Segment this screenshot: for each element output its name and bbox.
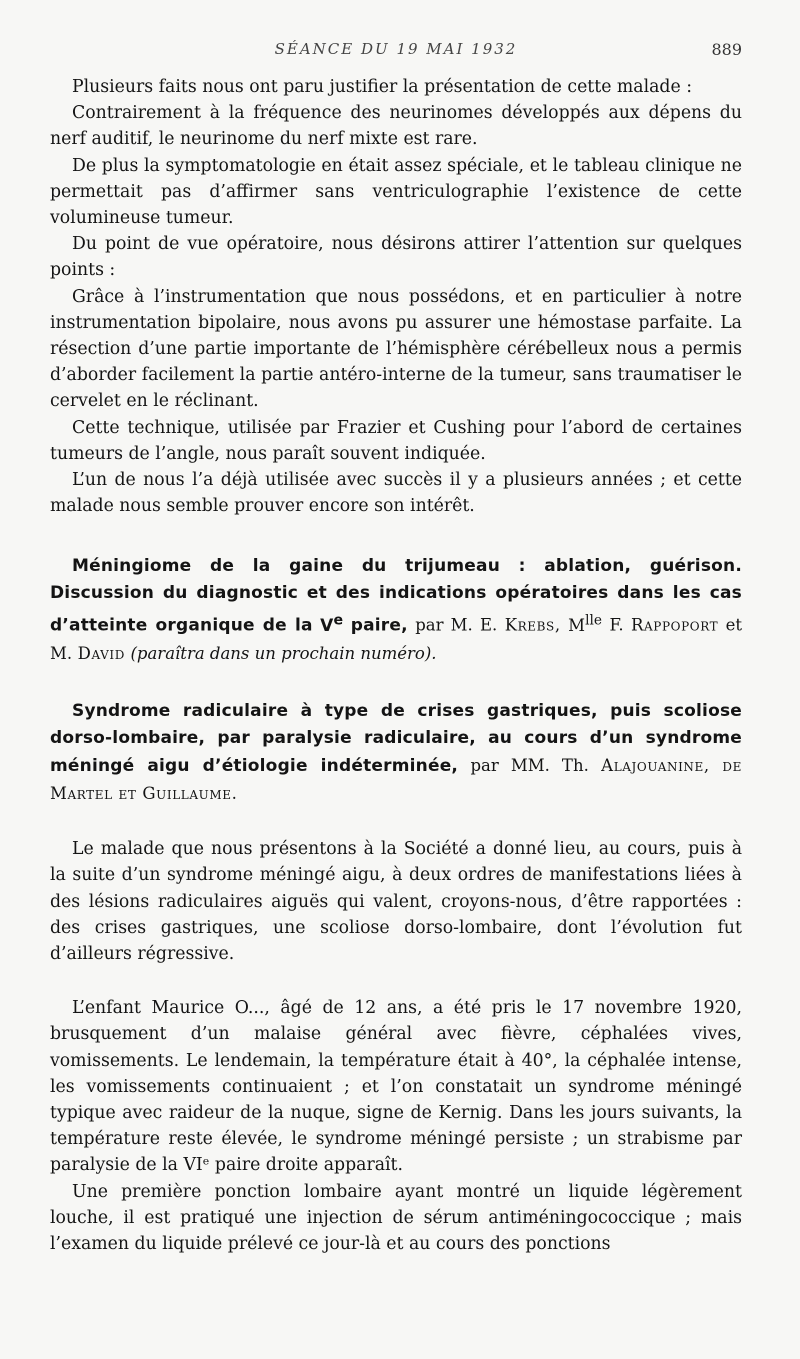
paragraph: Le malade que nous présentons à la Société a donné lieu, au cours, puis à la suite d’un syndrome méningé aigu, à deux ordres de manifestations liées à des lésions radiculaires aiguës qui valent, croyons-nous, d’être rapportées : des crises gastriques, une scoliose dorso-lombaire, dont l’évolution fut d’ailleurs régressive.	[50, 839, 742, 964]
spacer	[50, 519, 742, 553]
page-header	[50, 40, 742, 64]
section-title-text: Syndrome radiculaire à type de crises gastriques, puis scoliose dorso-lombaire, par paralysie radiculaire, au cours d’un syndrome méningé aigu d’étiologie indéterminée,	[50, 701, 742, 777]
section-title-syndrome	[50, 698, 742, 808]
author-name: Krebs,	[504, 616, 561, 636]
author-prefix: par MM. Th.	[470, 756, 589, 776]
section-title-meningiome	[50, 553, 742, 668]
roman-numeral: Ve	[320, 612, 344, 637]
running-head: SÉANCE DU 19 MAI 1932	[274, 40, 518, 58]
paragraph: Plusieurs faits nous ont paru justifier la présentation de cette malade :	[72, 77, 693, 97]
paragraph: Une première ponction lombaire ayant montré un liquide légèrement louche, il est pratiqué une injection de sérum antiméningococcique ; mais l’examen du liquide prélevé ce jour-là et au cours des ponctions	[50, 1181, 742, 1254]
publication-note: (paraîtra dans un prochain numéro).	[130, 644, 437, 664]
author-names: Alajouanine, de Martel et Guillaume.	[50, 756, 742, 804]
author-conjunction: et M.	[50, 616, 743, 664]
spacer	[50, 668, 742, 698]
author-title: $M^{lle}$	[568, 612, 602, 636]
spacer	[50, 808, 742, 836]
paragraph: L’un de nous l’a déjà utilisée avec succès il y a plusieurs années ; et cette malade nous semble prouver encore son intérêt.	[50, 470, 742, 517]
spacer	[50, 967, 742, 995]
author-initial: F.	[609, 616, 624, 636]
paragraph: De plus la symptomatologie en était assez spéciale, et le tableau clinique ne permettait pas d’affirmer sans ventriculographie l’existence de cette volumineuse tumeur.	[50, 155, 742, 229]
paragraph: Cette technique, utilisée par Frazier et Cushing pour l’abord de certaines tumeurs de l’angle, nous paraît souvent indiquée.	[50, 417, 742, 464]
page-body	[50, 74, 742, 1257]
paragraph: Contrairement à la fréquence des neurinomes développés aux dépens du nerf auditif, le neurinome du nerf mixte est rare.	[50, 103, 742, 150]
section-title-end: paire,	[350, 616, 408, 637]
author-name: Rappoport	[631, 616, 719, 636]
author-prefix: par M. E.	[415, 616, 498, 636]
paragraph: Du point de vue opératoire, nous désirons attirer l’attention sur quelques points :	[50, 234, 742, 281]
paragraph: Grâce à l’instrumentation que nous possédons, et en particulier à notre instrumentation bipolaire, nous avons pu assurer une hémostase parfaite. La résection d’une partie importante de l’hémisphère cérébelleux nous a permis d’aborder facilement la partie antéro-interne de la tumeur, sans traumatiser le cervelet en le réclinant.	[50, 286, 742, 412]
page-number: 889	[711, 40, 742, 59]
paragraph: L’enfant Maurice O..., âgé de 12 ans, a été pris le 17 novembre 1920, brusquement d’un malaise général avec fièvre, céphalées vives, vomissements. Le lendemain, la température était à 40°, la céphalée intense, les vomissements continuaient ; et l’on constatait un syndrome méningé typique avec raideur de la nuque, signe de Kernig. Dans les jours suivants, la température reste élevée, le syndrome méningé persiste ; un strabisme par paralysie de la VIᵉ paire droite apparaît.	[50, 998, 742, 1176]
section-title-text: Méningiome de la gaine du trijumeau : ablation, guérison. Discussion du diagnostic et des indications opératoires dans les cas d’atteinte organique de la	[50, 556, 742, 637]
author-name: David	[77, 644, 125, 664]
